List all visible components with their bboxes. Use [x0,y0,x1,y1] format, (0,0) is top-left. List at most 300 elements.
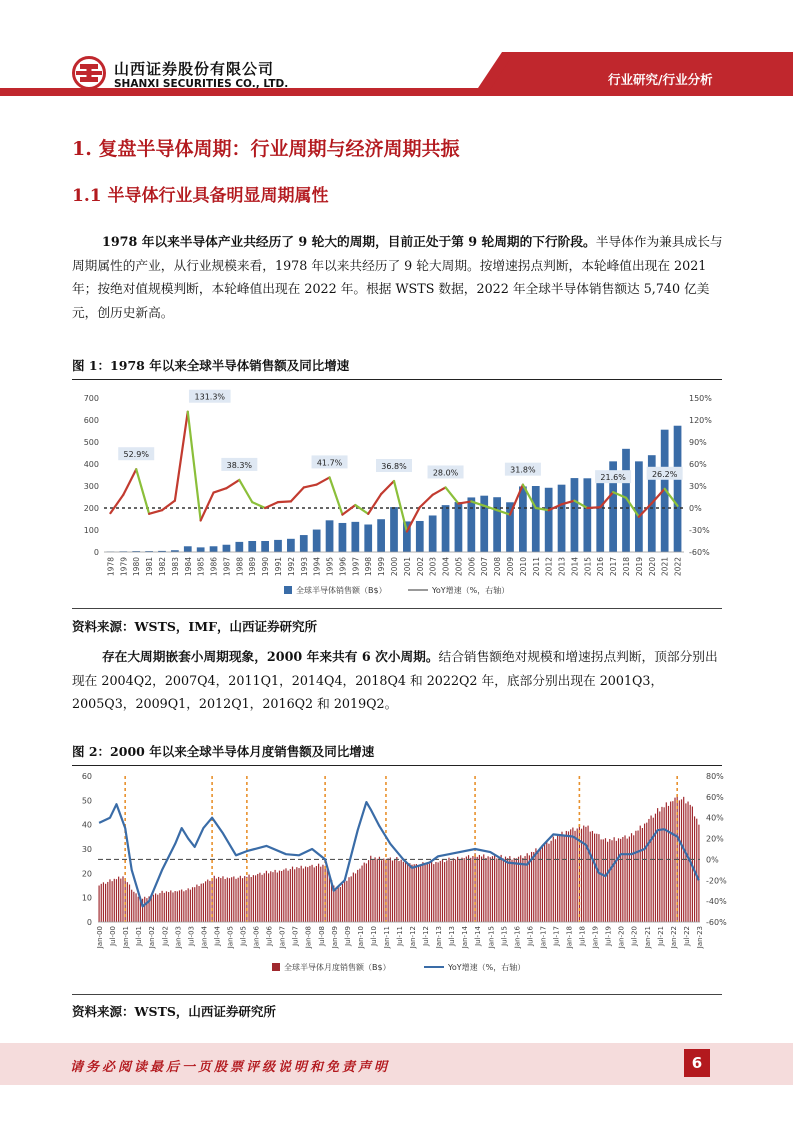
yoy-segment-1984 [188,412,201,521]
bar-month-sales [696,819,697,922]
bar-month-sales [294,869,295,922]
bar-month-sales [509,856,510,922]
x-tick-label: Jul-11 [396,926,404,946]
x-tick-label: 1983 [170,557,180,577]
bar-month-sales [105,884,106,922]
bar-month-sales [279,871,280,922]
bar-month-sales [288,871,289,922]
bar-month-sales [596,834,597,922]
bar-sales-1997 [351,522,359,552]
figure-2-top-rule [72,765,722,766]
y2-tick-label: 30% [689,482,707,491]
paragraph-1-lead: 1978 年以来半导体产业共经历了 9 轮大的周期，目前正处于第 9 轮周期的下行阶段。 [102,234,596,249]
bar-month-sales [118,877,119,922]
bar-sales-1999 [377,519,385,552]
bar-month-sales [514,858,515,922]
y-tick-label: 30 [81,845,92,854]
bar-month-sales [551,841,552,922]
bar-month-sales [503,858,504,922]
bar-month-sales [494,855,495,922]
figure-2-chart [72,768,727,990]
bar-month-sales [259,873,260,922]
bar-month-sales [377,859,378,922]
x-tick-label: 1978 [106,557,116,577]
bar-month-sales [220,878,221,922]
legend-label-sales: 全球半导体销售额（B$） [296,586,387,595]
x-tick-label: Jul-16 [526,926,535,946]
bar-month-sales [616,841,617,922]
bar-month-sales [277,873,278,922]
bar-month-sales [190,890,191,922]
x-tick-label: 2020 [647,557,657,577]
bar-month-sales [666,802,667,922]
bar-month-sales [368,860,369,922]
bar-month-sales [553,837,554,922]
bar-month-sales [420,865,421,922]
figure-1-source: 资料来源：WSTS，IMF，山西证券研究所 [72,619,317,634]
yoy-segment-2002 [420,495,433,507]
bar-month-sales [203,883,204,922]
bar-month-sales [372,859,373,922]
yoy-segment-1995 [330,477,343,514]
x-tick-label: 1987 [222,557,232,577]
x-tick-label: Jan-16 [513,926,522,949]
bar-month-sales [405,860,406,922]
bar-month-sales [622,837,623,922]
yoy-segment-2003 [433,487,446,494]
x-tick-label: 2021 [660,557,670,577]
bar-month-sales [633,835,634,922]
bar-month-sales [144,897,145,922]
bar-sales-1987 [223,545,231,552]
bar-month-sales [535,848,536,922]
x-tick-label: Jul-17 [552,926,561,946]
yoy-segment-1981 [149,510,162,514]
bar-month-sales [166,891,167,922]
bar-month-sales [311,865,312,922]
bar-month-sales [340,887,341,922]
bar-month-sales [435,862,436,922]
bar-month-sales [670,802,671,922]
bar-month-sales [479,855,480,922]
bar-month-sales [403,862,404,922]
bar-month-sales [364,863,365,922]
x-tick-label: Jan-14 [461,926,470,949]
x-tick-label: Jul-09 [343,926,352,946]
bar-month-sales [651,816,652,922]
figure-2-caption: 图 2：2000 年以来全球半导体月度销售额及同比增速 [72,744,375,759]
bar-month-sales [98,886,99,923]
paragraph-1 [72,230,724,324]
bar-sales-2014 [571,478,579,552]
bar-month-sales [481,857,482,922]
legend-swatch-sales [272,963,280,971]
bar-month-sales [268,873,269,922]
bar-month-sales [598,834,599,922]
bar-month-sales [672,801,673,922]
bar-month-sales [194,887,195,922]
page-number: 6 [684,1049,710,1077]
x-tick-label: 2015 [583,557,593,577]
bar-month-sales [175,891,176,922]
bar-month-sales [222,876,223,922]
yoy-segment-1980 [136,469,149,514]
bar-month-sales [179,890,180,922]
bar-month-sales [253,875,254,922]
bar-month-sales [159,893,160,922]
x-tick-label: Jan-20 [617,926,626,949]
bar-month-sales [257,874,258,922]
paragraph-2-body: 结合销售额绝对规模和增速拐点判断，顶部分别出现在 2004Q2，2007Q4，2011Q1，2014Q4，2018Q4 和 2022Q2 年，底部分别出现在 2001Q3，2005Q3，2009Q1，2012Q1，2016Q2 和 2019Q2。 [72,649,718,711]
x-tick-label: Jul-20 [630,926,639,946]
bar-month-sales [235,879,236,922]
x-tick-label: 2012 [544,557,554,577]
y2-tick-label: 90% [689,438,707,447]
x-tick-label: 2016 [596,557,606,577]
yoy-segment-1989 [252,502,265,508]
bar-sales-2022 [674,426,682,552]
bar-month-sales [520,855,521,922]
bar-month-sales [424,865,425,922]
legend-label-yoy: YoY增速（%，右轴） [448,963,526,972]
bar-month-sales [620,839,621,922]
bar-month-sales [507,858,508,922]
bar-month-sales [624,835,625,922]
data-label: 21.6% [600,473,626,483]
bar-month-sales [590,832,591,922]
bar-month-sales [359,869,360,922]
bar-month-sales [644,824,645,922]
bar-month-sales [516,858,517,922]
bar-month-sales [587,826,588,922]
y-tick-label: 500 [83,438,99,447]
bar-month-sales [618,838,619,922]
bar-month-sales [531,852,532,922]
bar-month-sales [307,867,308,922]
bar-month-sales [183,891,184,922]
data-label: 31.8% [510,465,536,475]
bar-month-sales [225,879,226,922]
bar-month-sales [157,895,158,922]
bar-month-sales [192,887,193,922]
bar-month-sales [501,855,502,922]
x-tick-label: Jul-00 [109,926,118,946]
x-tick-label: 1993 [299,557,309,577]
bar-month-sales [298,868,299,922]
bar-month-sales [344,880,345,922]
bar-month-sales [248,875,249,922]
bar-month-sales [416,864,417,922]
bar-month-sales [594,834,595,922]
y2-tick-label: -40% [706,897,727,907]
bar-month-sales [422,862,423,922]
x-tick-label: 1995 [325,557,335,577]
bar-month-sales [664,807,665,922]
x-tick-label: 1994 [312,557,322,577]
bar-sales-2012 [545,488,553,552]
bar-month-sales [601,839,602,922]
bar-month-sales [394,859,395,922]
bar-sales-1992 [287,539,295,552]
bar-month-sales [188,888,189,922]
bar-month-sales [427,863,428,922]
bar-month-sales [453,858,454,922]
x-tick-label: 2017 [609,557,619,577]
bar-month-sales [379,857,380,922]
y-tick-label: 100 [83,526,99,535]
bar-month-sales [185,890,186,922]
bar-month-sales [177,891,178,922]
x-tick-label: Jul-05 [239,926,248,946]
yoy-segment-1996 [342,505,355,515]
bar-month-sales [568,831,569,922]
section-heading: 1. 复盘半导体周期：行业周期与经济周期共振 [72,138,460,160]
bar-month-sales [414,864,415,922]
x-tick-label: Jan-19 [591,926,600,949]
yoy-segment-1992 [291,487,304,501]
data-label: 28.0% [432,468,459,478]
bar-month-sales [592,831,593,922]
bar-month-sales [483,854,484,922]
bar-month-sales [472,856,473,922]
bar-month-sales [357,870,358,922]
bar-month-sales [642,828,643,922]
legend-label-sales: 全球半导体月度销售额（B$） [284,963,391,972]
x-tick-label: Jul-10 [369,926,378,946]
yoy-segment-1978 [110,495,123,513]
figure-1-chart [72,384,722,604]
x-tick-label: 1996 [338,557,348,577]
x-tick-label: 2006 [467,557,477,577]
figure-1-caption: 图 1：1978 年以来全球半导体销售额及同比增速 [72,358,350,373]
bar-sales-2008 [493,497,501,552]
x-tick-label: Jan-07 [278,926,287,949]
bar-month-sales [290,869,291,922]
x-tick-label: 2004 [441,557,451,577]
y2-tick-label: 60% [706,792,724,802]
x-tick-label: Jul-13 [448,926,457,946]
bar-month-sales [464,858,465,922]
bar-sales-2016 [596,477,604,552]
yoy-segment-1999 [381,481,394,494]
y-tick-label: 400 [83,460,99,469]
data-label: 52.9% [123,450,149,460]
x-tick-label: Jul-12 [422,926,431,946]
x-tick-label: Jan-09 [330,926,339,949]
y-tick-label: 40 [81,820,92,830]
x-tick-label: Jul-22 [682,926,691,946]
bar-month-sales [240,876,241,922]
bar-month-sales [477,857,478,922]
x-tick-label: 1999 [377,557,387,577]
bar-month-sales [496,858,497,922]
x-tick-label: 2008 [493,557,503,577]
y-tick-label: 20 [81,869,92,879]
bar-month-sales [133,892,134,922]
bar-month-sales [611,840,612,922]
data-label: 131.3% [194,392,226,402]
bar-sales-2013 [558,485,566,552]
paragraph-1-body: 半导体作为兼具成长与周期属性的产业，从行业规模来看，1978 年以来共经历了 9 轮大周期。按增速拐点判断，本轮峰值出现在 2021 年；按绝对值规模判断，本轮峰值出现在 2022 年。根据 WSTS 数据，2022 年全球半导体销售额达 5,740 亿美元，创历史新高。 [72,234,723,320]
bar-month-sales [116,879,117,922]
bar-month-sales [153,895,154,922]
bar-month-sales [433,864,434,922]
x-tick-label: Jul-08 [317,926,326,946]
bar-sales-2002 [416,521,424,552]
bar-month-sales [292,867,293,922]
data-label: 41.7% [316,458,343,468]
bar-month-sales [229,878,230,922]
bar-month-sales [231,877,232,922]
x-tick-label: 1984 [183,557,193,577]
y-tick-label: 10 [81,893,92,903]
y2-tick-label: -60% [689,548,710,557]
yoy-segment-1993 [304,485,317,488]
bar-month-sales [466,857,467,922]
bar-month-sales [366,863,367,922]
x-tick-label: Jan-10 [356,926,365,949]
bar-month-sales [338,887,339,922]
bar-month-sales [533,852,534,922]
x-tick-label: 1989 [248,557,258,577]
bar-month-sales [329,877,330,922]
bar-month-sales [162,891,163,922]
bar-month-sales [120,879,121,922]
bar-month-sales [322,865,323,922]
bar-month-sales [398,861,399,922]
bar-month-sales [103,882,104,922]
bar-sales-1989 [248,541,256,552]
x-tick-label: Jan-21 [643,926,652,949]
x-tick-label: Jan-17 [539,926,548,949]
bar-sales-2004 [442,505,450,552]
bar-month-sales [653,818,654,922]
bar-month-sales [218,877,219,922]
legend-swatch-sales [284,586,292,594]
x-tick-label: 1997 [351,557,361,577]
bar-sales-1991 [274,540,282,552]
bar-month-sales [537,851,538,922]
bar-sales-1998 [364,525,372,553]
bar-month-sales [320,867,321,922]
x-tick-label: 2005 [454,557,464,577]
x-tick-label: 1998 [364,557,374,577]
bar-month-sales [107,882,108,922]
bar-month-sales [555,839,556,922]
y2-tick-label: 80% [706,772,724,781]
figure-1-bottom-rule [72,608,722,609]
bar-month-sales [296,867,297,922]
bar-sales-1986 [210,546,218,552]
bar-month-sales [390,857,391,922]
bar-month-sales [281,871,282,922]
bar-month-sales [411,865,412,922]
bar-sales-1995 [326,520,334,552]
bar-month-sales [461,858,462,922]
y-tick-label: 700 [83,394,99,403]
bar-month-sales [216,879,217,922]
x-tick-label: Jul-18 [578,926,587,946]
data-label: 26.2% [651,469,678,479]
bar-month-sales [485,858,486,922]
bar-month-sales [668,806,669,922]
bar-sales-2000 [390,507,398,552]
x-tick-label: 1992 [286,557,296,577]
bar-month-sales [112,881,113,922]
yoy-segment-1994 [317,477,330,484]
bar-month-sales [392,861,393,922]
yoy-segment-1985 [201,493,214,521]
bar-month-sales [355,873,356,922]
bar-month-sales [238,878,239,922]
bar-month-sales [305,867,306,922]
figure-2-source: 资料来源：WSTS，山西证券研究所 [72,1004,276,1019]
bar-month-sales [488,856,489,922]
bar-month-sales [687,802,688,922]
bar-month-sales [198,886,199,922]
y2-tick-label: 60% [689,460,707,469]
x-tick-label: Jan-22 [669,926,678,949]
bar-month-sales [511,860,512,922]
data-label: 36.8% [381,462,407,472]
bar-month-sales [605,838,606,922]
bar-month-sales [446,860,447,922]
bar-month-sales [181,889,182,922]
bar-month-sales [646,823,647,922]
x-tick-label: Jul-02 [161,926,170,946]
bar-month-sales [546,842,547,922]
bar-month-sales [631,833,632,922]
footer-disclaimer: 请务必阅读最后一页股票评级说明和免责声明 [70,1060,391,1075]
bar-month-sales [648,819,649,922]
bar-month-sales [138,897,139,922]
bar-month-sales [129,885,130,922]
legend-label-yoy: YoY增速（%，右轴） [432,586,510,595]
bar-month-sales [266,871,267,922]
bar-month-sales [353,873,354,922]
paragraph-2-lead: 存在大周期嵌套小周期现象，2000 年来共有 6 次小周期。 [102,649,439,664]
bar-month-sales [351,876,352,922]
bar-month-sales [251,877,252,922]
y2-tick-label: 0% [706,855,719,865]
yoy-segment-1979 [123,469,136,495]
x-tick-label: Jan-11 [382,926,391,949]
bar-month-sales [524,856,525,922]
bar-sales-1985 [197,547,205,552]
bar-month-sales [574,831,575,922]
x-tick-label: Jul-15 [500,926,509,946]
y2-tick-label: -30% [689,526,710,535]
bar-month-sales [233,876,234,922]
yoy-segment-1997 [355,505,368,514]
bar-month-sales [627,839,628,922]
x-tick-label: 1988 [235,557,245,577]
x-tick-label: Jan-04 [200,926,209,949]
yoy-segment-1987 [226,480,239,488]
company-name-cn: 山西证券股份有限公司 [114,60,275,78]
bar-month-sales [583,826,584,922]
bar-month-sales [559,836,560,922]
x-tick-label: 2014 [570,557,580,577]
bar-month-sales [529,855,530,922]
bar-month-sales [114,879,115,922]
y-tick-label: 60 [81,772,92,781]
x-tick-label: 2000 [390,557,399,577]
bar-month-sales [227,878,228,922]
bar-month-sales [272,872,273,922]
bar-month-sales [542,847,543,922]
bar-sales-2010 [519,486,527,552]
